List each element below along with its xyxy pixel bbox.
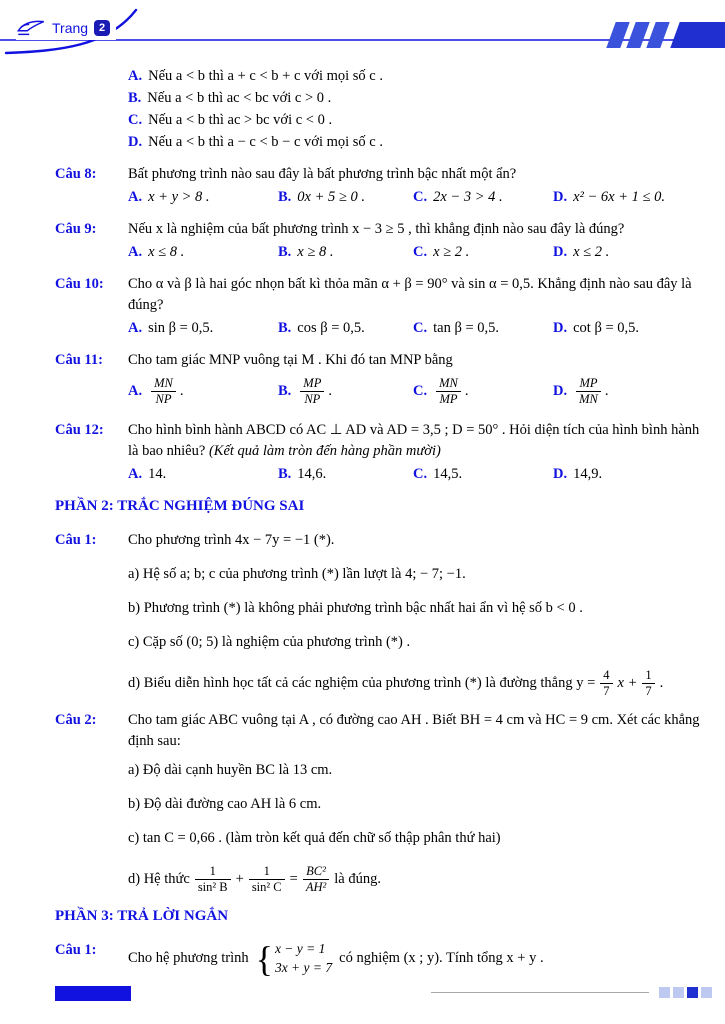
option-letter: D.: [553, 466, 568, 483]
equals-sign: =: [289, 871, 298, 888]
option-letter: D.: [553, 189, 568, 206]
question-body: [128, 350, 710, 409]
sub-item-d-tail: .: [659, 675, 664, 692]
option-a: [128, 187, 278, 208]
option-b: [278, 242, 413, 263]
sub-item-b: b) Phương trình (*) là không phải phương trình bậc nhất hai ẩn vì hệ số b < 0 .: [128, 600, 583, 617]
logo-icon: [16, 18, 46, 38]
fraction-numerator: 1: [642, 668, 654, 684]
fraction-numerator: MN: [151, 376, 176, 392]
option-d: [553, 464, 710, 485]
sub-item-d-tail: là đúng.: [334, 871, 381, 888]
footer-bar: [55, 986, 131, 1001]
question-text: [128, 420, 710, 462]
question-text: Cho tam giác MNP vuông tại M . Khi đó tan MNP bằng: [128, 352, 453, 369]
sub-item-d: [128, 864, 710, 895]
option-d: [553, 242, 710, 263]
option-letter: A.: [128, 382, 143, 399]
question-text-main: Cho hình bình hành ABCD có AC ⊥ AD và AD = 3,5 ; D = 50° . Hỏi diện tích của hình bình hành là bao nhiêu?: [128, 422, 700, 460]
question-body: [128, 164, 710, 208]
option-text: x² − 6x + 1 ≤ 0.: [573, 189, 665, 206]
option-text: 14.: [148, 466, 167, 483]
decor-stripe-icon: [606, 22, 629, 48]
question-12: [55, 420, 710, 485]
question-10: [55, 274, 710, 339]
section-3-heading: PHẦN 3: TRẢ LỜI NGẮN: [55, 908, 229, 925]
option-a: [128, 242, 278, 263]
option-text: x ≤ 2 .: [573, 244, 610, 261]
question-9: [55, 219, 710, 263]
footer-rule: [431, 992, 649, 993]
option-c: [413, 464, 553, 485]
brace-glyph: {: [255, 938, 273, 979]
fraction-denominator: 7: [603, 684, 610, 699]
sub-item-a: a) Độ dài cạnh huyền BC là 13 cm.: [128, 762, 333, 779]
fraction: [195, 864, 231, 895]
question-text: Cho tam giác ABC vuông tại A , có đường cao AH . Biết BH = 4 cm và HC = 9 cm. Xét các khẳng định sau:: [128, 712, 700, 750]
option-text: 14,6.: [297, 466, 327, 483]
fraction-denominator: AH²: [305, 880, 327, 895]
option-letter: D.: [553, 320, 568, 337]
question-label: Câu 8:: [55, 166, 97, 183]
option-b: [278, 376, 413, 407]
corner-decoration: [595, 20, 725, 50]
option-letter: C.: [413, 466, 428, 483]
option-d: [553, 318, 710, 339]
option-letter: A.: [128, 320, 143, 337]
question-label: Câu 1:: [55, 941, 97, 958]
option-c: [413, 376, 553, 407]
fraction: [600, 668, 612, 699]
question-label: Câu 9:: [55, 221, 97, 238]
option-letter: A.: [128, 244, 143, 261]
question-label: Câu 2:: [55, 712, 97, 729]
fraction: [249, 864, 285, 895]
option-text: 0x + 5 ≥ 0 .: [297, 189, 365, 206]
decor-block-icon: [670, 22, 725, 48]
option-tail: .: [464, 382, 469, 399]
fraction-denominator: sin² B: [197, 880, 228, 895]
question-text: Cho α và β là hai góc nhọn bất kì thỏa mãn α + β = 90° và sin α = 0,5. Khẳng định nào sau đây là đúng?: [128, 276, 692, 314]
question-body: [128, 940, 710, 978]
option-a: [128, 376, 278, 407]
option-line: [128, 88, 710, 109]
equation-1: x − y = 1: [274, 940, 326, 956]
option-letter: B.: [278, 466, 292, 483]
question-p3-1: [55, 940, 710, 978]
option-b: [278, 187, 413, 208]
question-text-suffix: có nghiệm (x ; y). Tính tổng x + y .: [339, 950, 544, 967]
system-equations: [273, 940, 332, 978]
fraction: [303, 864, 329, 895]
fraction-numerator: 4: [600, 668, 612, 684]
fraction-denominator: MN: [579, 391, 598, 406]
option-letter: B.: [278, 320, 292, 337]
option-b: [278, 318, 413, 339]
carryover-options: [128, 66, 710, 153]
options-row: [128, 187, 710, 208]
sub-item-c: c) Cặp số (0; 5) là nghiệm của phương trình (*) .: [128, 634, 411, 651]
sub-item-a: a) Hệ số a; b; c của phương trình (*) lần lượt là 4; − 7; −1.: [128, 566, 466, 582]
footer-square-icon: [673, 987, 684, 998]
question-label: Câu 11:: [55, 352, 103, 369]
option-letter: B.: [128, 90, 142, 107]
fraction-numerator: MP: [576, 376, 601, 392]
logo: [16, 18, 116, 40]
option-c: [413, 242, 553, 263]
question-8: [55, 164, 710, 208]
option-text: 2x − 3 > 4 .: [433, 189, 503, 206]
fraction-denominator: sin² C: [251, 880, 282, 895]
option-text: x + y > 8 .: [148, 189, 210, 206]
question-body: [128, 710, 710, 895]
option-line: [128, 110, 710, 131]
option-text: 14,5.: [433, 466, 463, 483]
equation-system: [256, 940, 333, 978]
question-text-prefix: Cho hệ phương trình: [128, 950, 249, 967]
question-label: Câu 10:: [55, 276, 104, 293]
equation-2: 3x + y = 7: [274, 959, 333, 975]
option-text: x ≥ 8 .: [297, 244, 334, 261]
sub-item-d: [128, 668, 710, 699]
option-letter: C.: [413, 320, 428, 337]
plus-sign: +: [235, 871, 244, 888]
option-letter: B.: [278, 382, 292, 399]
question-note: (Kết quả làm tròn đến hàng phần mười): [208, 443, 441, 460]
question-text: Bất phương trình nào sau đây là bất phương trình bậc nhất một ẩn?: [128, 166, 517, 183]
fraction-denominator: NP: [155, 391, 172, 406]
option-line: [128, 132, 710, 153]
option-a: [128, 464, 278, 485]
option-c: [413, 187, 553, 208]
sub-item-d-prefix: d) Hệ thức: [128, 871, 190, 888]
footer-square-icon: [701, 987, 712, 998]
option-d: [553, 376, 710, 407]
question-text: Nếu x là nghiệm của bất phương trình x − 3 ≥ 5 , thì khẳng định nào sau đây là đúng?: [128, 221, 625, 238]
option-letter: A.: [128, 68, 143, 84]
option-text: x ≤ 8 .: [148, 244, 185, 261]
options-row: [128, 464, 710, 485]
option-letter: C.: [128, 112, 143, 129]
fraction-denominator: NP: [304, 391, 321, 406]
question-label: Câu 12:: [55, 422, 104, 439]
question-body: [128, 420, 710, 485]
option-text: 14,9.: [573, 466, 603, 483]
options-row: [128, 318, 710, 339]
option-letter: D.: [553, 382, 568, 399]
option-letter: C.: [413, 382, 428, 399]
fraction-numerator: MP: [300, 376, 324, 392]
option-c: [413, 318, 553, 339]
question-label: Câu 1:: [55, 531, 97, 548]
fraction: [436, 376, 461, 407]
section-2-heading: PHẦN 2: TRẮC NGHIỆM ĐÚNG SAI: [55, 498, 305, 515]
fraction: [151, 376, 176, 407]
question-11: [55, 350, 710, 409]
sub-item-c: c) tan C = 0,66 . (làm tròn kết quả đến chữ số thập phân thứ hai): [128, 830, 501, 847]
footer-decoration: [431, 987, 712, 998]
fraction: [300, 376, 324, 407]
option-tail: .: [328, 382, 332, 399]
sub-item-d-prefix: d) Biểu diễn hình học tất cả các nghiệm của phương trình (*) là đường thẳng y =: [128, 675, 596, 692]
option-text: x ≥ 2 .: [433, 244, 470, 261]
fraction-numerator: MN: [436, 376, 461, 392]
sub-item-b: b) Độ dài đường cao AH là 6 cm.: [128, 796, 322, 813]
option-letter: B.: [278, 244, 292, 261]
option-letter: A.: [128, 189, 143, 206]
question-p2-1: [55, 530, 710, 699]
option-tail: .: [179, 382, 184, 399]
option-line: [128, 66, 710, 87]
fraction: [576, 376, 601, 407]
option-d: [553, 187, 710, 208]
question-text: Cho phương trình 4x − 7y = −1 (*).: [128, 531, 335, 548]
option-letter: A.: [128, 466, 143, 483]
fraction-denominator: 7: [645, 684, 652, 699]
option-b: [278, 464, 413, 485]
sub-item-d-mid: x +: [617, 675, 638, 692]
option-a: [128, 318, 278, 339]
page-label: Trang: [52, 20, 89, 36]
fraction-numerator: 1: [195, 864, 231, 880]
option-letter: B.: [278, 189, 292, 206]
document-content: [55, 66, 710, 989]
options-row: [128, 373, 710, 409]
option-letter: C.: [413, 189, 428, 206]
footer-square-icon: [659, 987, 670, 998]
question-body: [128, 274, 710, 339]
option-text: cos β = 0,5.: [297, 320, 365, 337]
question-body: [128, 219, 710, 263]
decor-stripe-icon: [646, 22, 669, 48]
footer-square-icon: [687, 987, 698, 998]
question-body: [128, 530, 710, 699]
option-letter: C.: [413, 244, 428, 261]
option-text: cot β = 0,5.: [573, 320, 640, 337]
option-text: tan β = 0,5.: [433, 320, 500, 337]
option-letter: D.: [553, 244, 568, 261]
fraction-numerator: 1: [249, 864, 285, 880]
option-text: Nếu a < b thì a + c < b + c với mọi số c .: [148, 68, 383, 84]
fraction-denominator: MP: [439, 391, 458, 406]
decor-stripe-icon: [626, 22, 649, 48]
fraction: [642, 668, 654, 699]
option-text: Nếu a < b thì ac > bc với c < 0 .: [148, 112, 333, 129]
question-p2-2: [55, 710, 710, 895]
option-text: sin β = 0,5.: [148, 320, 214, 337]
page-header: [0, 0, 725, 56]
option-tail: .: [604, 382, 609, 399]
fraction-numerator: BC²: [303, 864, 329, 880]
option-text: Nếu a < b thì a − c < b − c với mọi số c .: [148, 134, 383, 151]
options-row: [128, 242, 710, 263]
option-letter: D.: [128, 134, 143, 151]
option-text: Nếu a < b thì ac < bc với c > 0 .: [147, 90, 332, 107]
page-number-badge: 2: [94, 20, 110, 36]
